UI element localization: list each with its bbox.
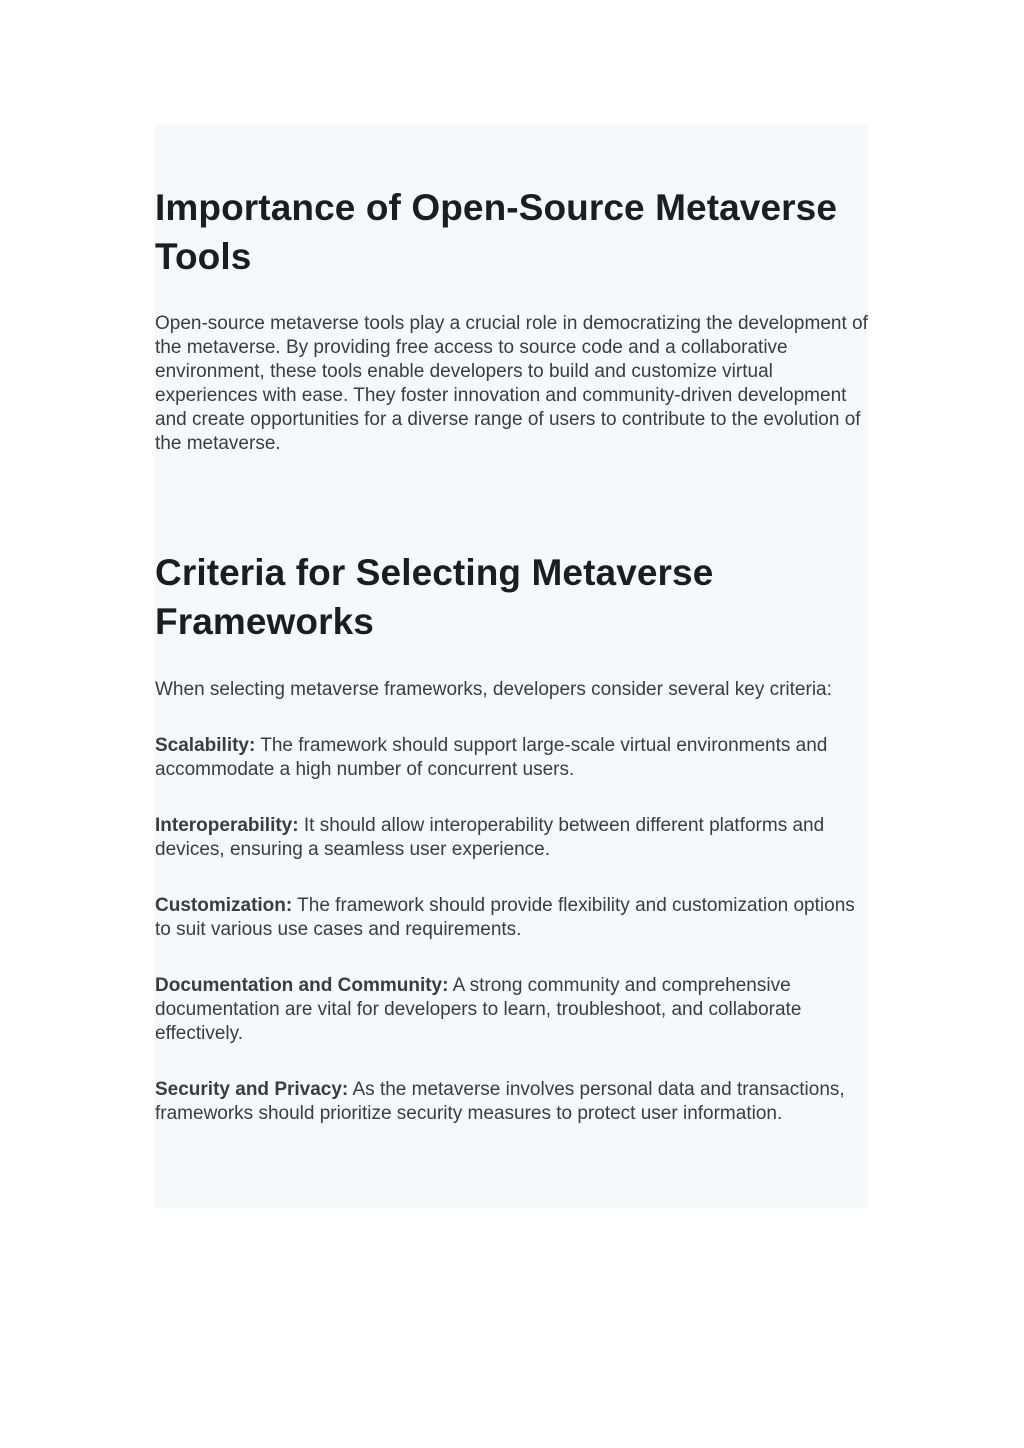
criterion-term: Documentation and Community: (155, 975, 449, 996)
criterion-text: A strong community and comprehensive documentation are vital for developers to learn, troubleshoot, and collaborate effectively. (155, 975, 802, 1044)
criterion-customization (155, 894, 871, 942)
criterion-term: Scalability: (155, 735, 256, 756)
document-content (155, 124, 871, 1126)
criterion-documentation-community (155, 974, 871, 1046)
criterion-scalability (155, 734, 871, 782)
criteria-intro: When selecting metaverse frameworks, developers consider several key criteria: (155, 679, 832, 700)
criterion-security-privacy (155, 1078, 871, 1126)
criterion-interoperability (155, 814, 871, 862)
criterion-term: Security and Privacy: (155, 1079, 349, 1100)
criterion-term: Customization: (155, 895, 293, 916)
section-body-importance: Open-source metaverse tools play a crucial role in democratizing the development of the metaverse. By providing free access to source code and a collaborative environment, these tools enable developers to build and customize virtual experiences with ease. They foster innovation and community-driven development and create opportunities for a diverse range of users to contribute to the evolution of the metaverse. (155, 313, 868, 454)
criterion-term: Interoperability: (155, 815, 299, 836)
section-heading-importance: Importance of Open-Source Metaverse Tools (155, 187, 838, 277)
criterion-text: As the metaverse involves personal data and transactions, frameworks should prioritize security measures to protect user information. (155, 1079, 845, 1124)
criterion-text: It should allow interoperability between different platforms and devices, ensuring a seamless user experience. (155, 815, 825, 860)
criterion-text: The framework should provide flexibility and customization options to suit various use cases and requirements. (155, 895, 855, 940)
criterion-text: The framework should support large-scale virtual environments and accommodate a high number of concurrent users. (155, 735, 828, 780)
section-heading-criteria: Criteria for Selecting Metaverse Frameworks (155, 552, 714, 642)
